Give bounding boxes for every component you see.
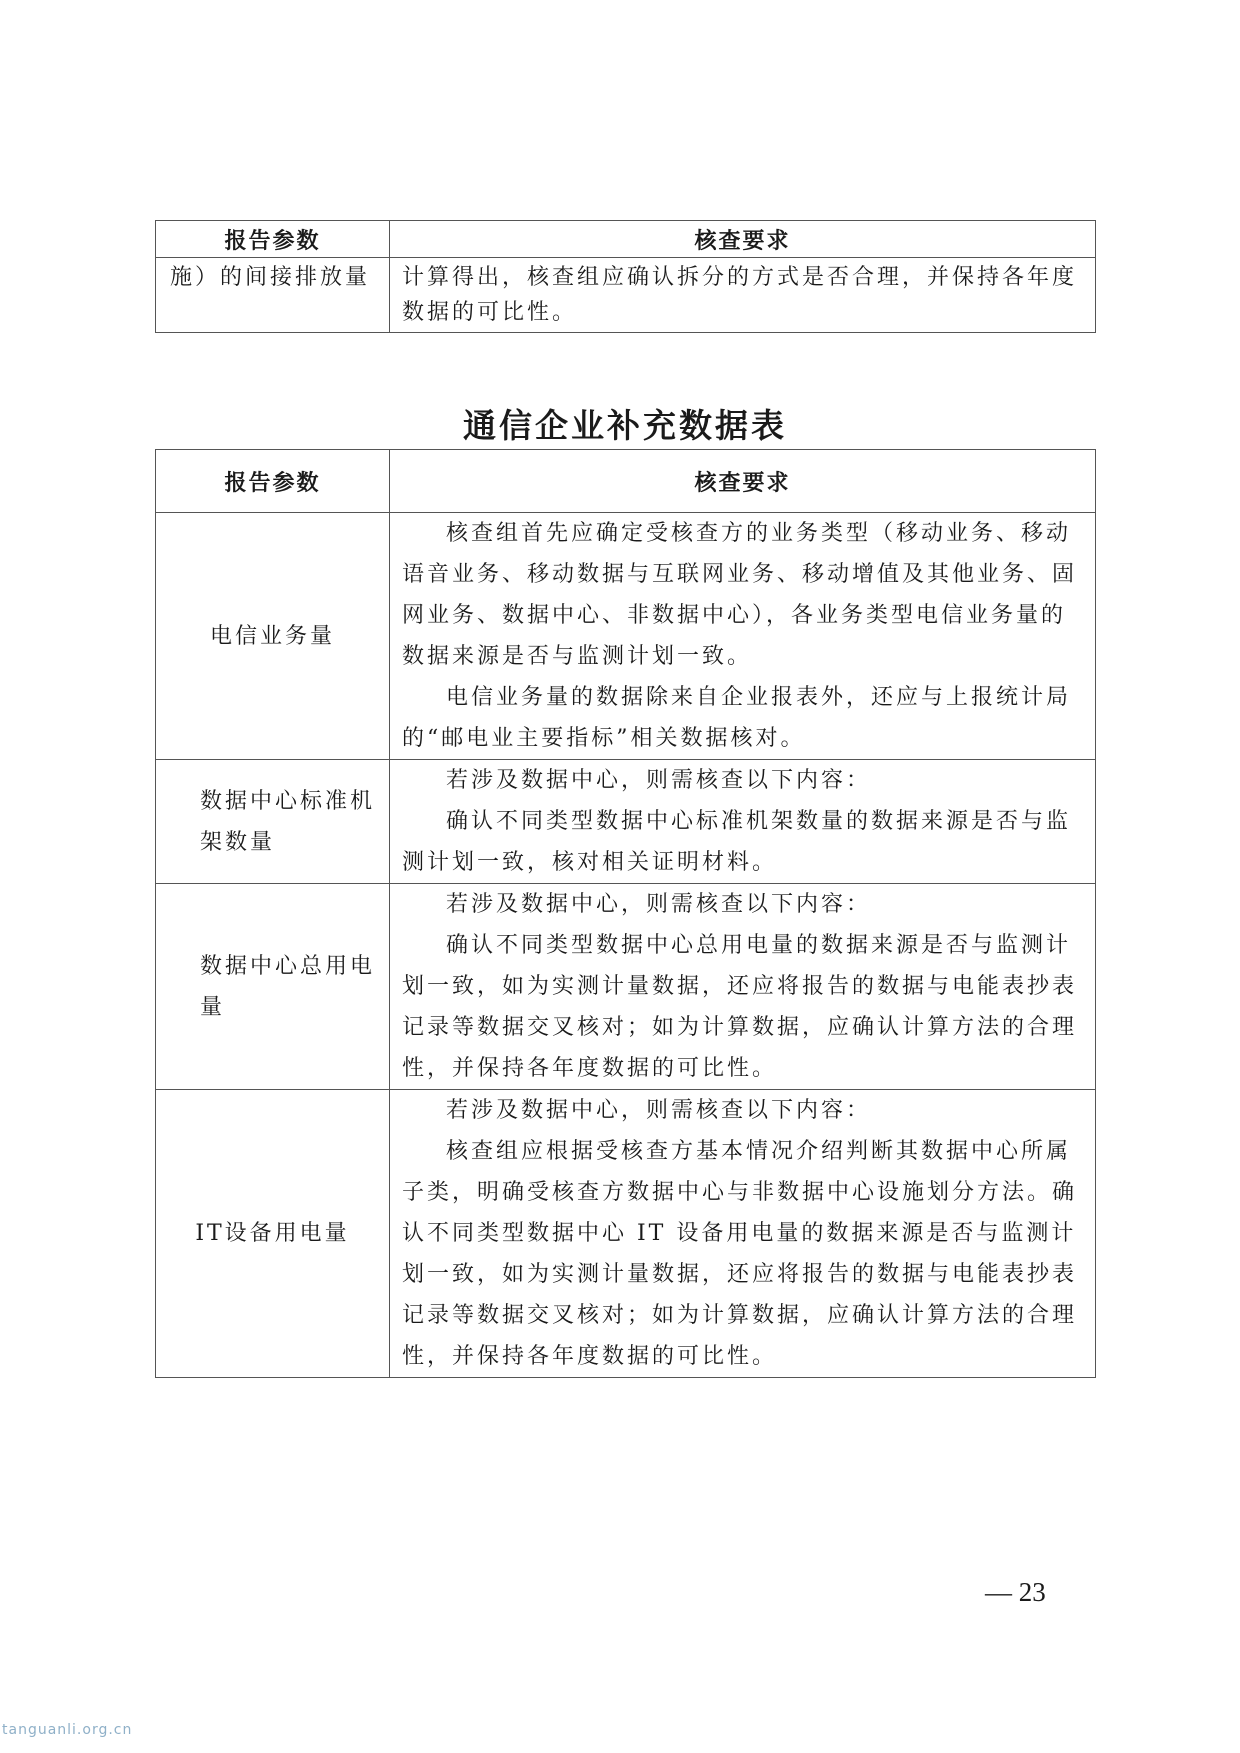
param-cell: 数据中心标准机架数量	[156, 760, 390, 884]
param-cell: 数据中心总用电量	[156, 884, 390, 1090]
param-cell: 施）的间接排放量	[156, 258, 390, 333]
requirement-cell	[390, 884, 1096, 1090]
requirement-paragraph: 电信业务量的数据除来自企业报表外，还应与上报统计局的“邮电业主要指标”相关数据核对。	[402, 685, 1072, 751]
header-param: 报告参数	[156, 221, 390, 258]
header-requirement: 核查要求	[390, 221, 1096, 258]
table-header-row	[156, 221, 1096, 258]
requirement-paragraph: 核查组应根据受核查方基本情况介绍判断其数据中心所属子类，明确受核查方数据中心与非数据中心设施划分方法。确认不同类型数据中心 IT 设备用电量的数据来源是否与监测计划一致，如为实测计量数据，还应将报告的数据与电能表抄表记录等数据交叉核对；如为计算数据，应确认计算方法的合理性，并保持各年度数据的可比性。	[402, 1139, 1078, 1369]
param-cell: IT设备用电量	[156, 1090, 390, 1378]
requirement-paragraph: 若涉及数据中心，则需核查以下内容：	[446, 768, 872, 793]
requirement-cell	[390, 760, 1096, 884]
header-requirement: 核查要求	[390, 450, 1096, 513]
watermark: tanguanli.org.cn	[2, 1722, 133, 1738]
table-row	[156, 258, 1096, 333]
page-number: — 23	[985, 1577, 1046, 1607]
table-row	[156, 760, 1096, 884]
requirement-paragraph: 若涉及数据中心，则需核查以下内容：	[446, 892, 872, 917]
section-title: 通信企业补充数据表	[463, 406, 787, 445]
header-param: 报告参数	[156, 450, 390, 513]
requirement-cell	[390, 1090, 1096, 1378]
requirement-paragraph: 计算得出，核查组应确认拆分的方式是否合理，并保持各年度数据的可比性。	[402, 265, 1078, 325]
table-row	[156, 1090, 1096, 1378]
table-row	[156, 884, 1096, 1090]
telecom-supplementary-data-table	[155, 449, 1096, 1378]
table-header-row	[156, 450, 1096, 513]
requirement-cell	[390, 513, 1096, 760]
requirement-paragraph: 若涉及数据中心，则需核查以下内容：	[446, 1098, 872, 1123]
table-row	[156, 513, 1096, 760]
requirement-paragraph: 确认不同类型数据中心总用电量的数据来源是否与监测计划一致，如为实测计量数据，还应将报告的数据与电能表抄表记录等数据交叉核对；如为计算数据，应确认计算方法的合理性，并保持各年度数据的可比性。	[402, 933, 1078, 1081]
requirement-cell	[390, 258, 1096, 333]
param-cell: 电信业务量	[156, 513, 390, 760]
requirement-paragraph: 核查组首先应确定受核查方的业务类型（移动业务、移动语音业务、移动数据与互联网业务、移动增值及其他业务、固网业务、数据中心、非数据中心），各业务类型电信业务量的数据来源是否与监测计划一致。	[402, 521, 1078, 669]
continued-table	[155, 220, 1096, 333]
requirement-paragraph: 确认不同类型数据中心标准机架数量的数据来源是否与监测计划一致，核对相关证明材料。	[402, 809, 1072, 875]
